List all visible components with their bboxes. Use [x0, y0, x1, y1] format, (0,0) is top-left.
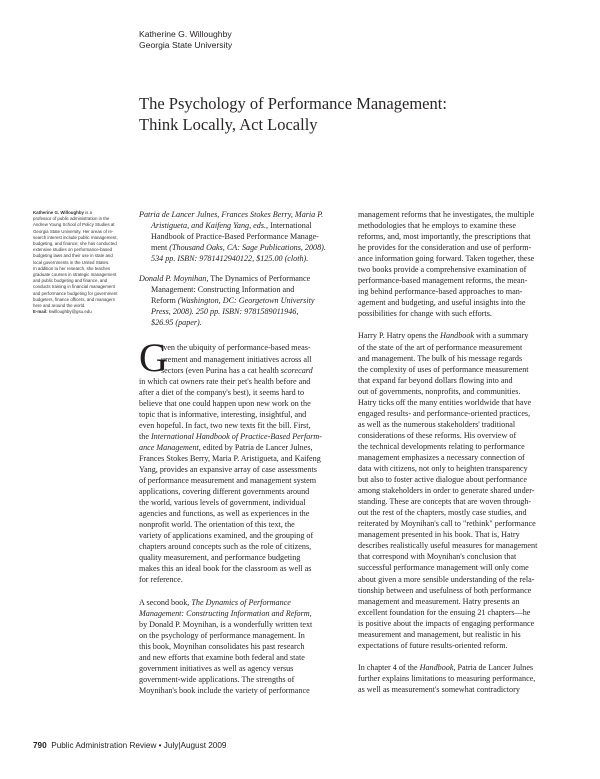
text: performance-based management reforms, the mean- — [358, 276, 528, 286]
book-reference-2 — [139, 273, 346, 328]
text: Handbook of Practice-Based Performance Manage- — [151, 232, 319, 242]
text: measurement and management, but realistic in his — [358, 629, 521, 639]
text: successful performance management will only come — [358, 563, 529, 573]
text-line — [139, 273, 346, 284]
text-line — [358, 430, 568, 441]
text: for reference. — [139, 575, 183, 585]
book-reference-1 — [139, 209, 346, 264]
text: excellent foundation for the ensuing 21 chapters—he — [358, 607, 531, 617]
text-line — [139, 608, 346, 619]
text: out of governments, nonprofits, and communities. — [358, 386, 521, 396]
text: by Donald P. Moynihan, is a wonderfully written text — [139, 619, 313, 629]
text-line — [358, 596, 568, 607]
text: of the state of the art of performance measurement — [358, 342, 523, 352]
text-line — [358, 507, 568, 518]
text: makes this an ideal book for the classroom as well as — [139, 564, 312, 574]
text: he provides for the consideration and use of perform- — [358, 243, 532, 253]
text-line — [358, 353, 568, 364]
text: agencies and functions, as well as experiences in the — [139, 509, 310, 519]
author-bio — [33, 210, 125, 315]
text-line — [358, 264, 568, 275]
text-line — [139, 284, 346, 295]
bio-line: In addition to her research, she teaches — [33, 265, 111, 271]
text-line — [139, 420, 346, 431]
text: agement and budgeting, and useful insights into the — [358, 298, 526, 308]
text-line — [358, 673, 568, 684]
bio-line: conducts training in financial management — [33, 284, 116, 290]
text-line — [358, 463, 568, 474]
text: the — [139, 431, 151, 441]
text: but also to foster active dialogue about performance — [358, 475, 527, 485]
text: urement and management initiatives across all — [161, 354, 312, 364]
text-line — [358, 607, 568, 618]
italic-text: Handbook, — [419, 662, 456, 672]
text-line — [358, 275, 568, 286]
text-line — [358, 540, 568, 551]
text-line — [358, 286, 568, 297]
text-line — [358, 308, 568, 319]
text: is positive about the impacts of engaging performance — [358, 618, 535, 628]
text-line — [139, 387, 346, 398]
text-line — [358, 585, 568, 596]
text: variety of applications examined, and the grouping of — [139, 531, 314, 541]
text-line — [139, 409, 346, 420]
text-line — [139, 295, 346, 306]
text-line — [358, 529, 568, 540]
bio-line: is a — [85, 210, 93, 215]
text: nonprofit world. The orientation of this text, the — [139, 520, 295, 530]
bio-text — [33, 216, 125, 309]
text: with a summary — [474, 331, 529, 341]
bio-line: here and around the world. — [33, 303, 86, 309]
text-line — [358, 419, 568, 430]
right-column — [358, 209, 568, 695]
drop-cap: G — [139, 335, 168, 381]
text-line — [358, 397, 568, 408]
text-line — [358, 297, 568, 308]
text: edited by Patria de Lancer Julnes, — [200, 442, 313, 452]
text-line — [139, 486, 346, 497]
author-affiliation: Georgia State University — [139, 40, 233, 50]
italic-text: ance Management, — [139, 442, 201, 452]
continued-paragraph — [358, 209, 568, 319]
bio-line: budgeters, finance officers, and managers — [33, 296, 115, 302]
text: on the psychology of performance management. In — [139, 630, 305, 640]
text-line — [358, 684, 568, 695]
italic-text: (Washington, DC: Georgetown University — [177, 296, 315, 306]
text: the technical developments relating to performance — [358, 441, 525, 451]
text-line — [139, 365, 346, 376]
text: about given a more sensible understanding of the rela- — [358, 574, 535, 584]
bio-line: search interest include public management, — [33, 234, 118, 240]
text-line — [139, 464, 346, 475]
author-name: Katherine G. Willoughby — [139, 29, 232, 39]
text-line — [139, 663, 346, 674]
text-line — [358, 629, 568, 640]
italic-text: $26.95 (paper). — [151, 318, 202, 328]
text: iven the ubiquity of performance-based meas- — [161, 343, 311, 353]
text-line — [139, 376, 346, 387]
text-line — [139, 597, 346, 608]
text-line — [139, 431, 346, 442]
bio-email-label: E-mail: — [33, 309, 48, 315]
text-line — [358, 562, 568, 573]
text: A second book, — [139, 597, 192, 607]
text-line — [139, 306, 346, 317]
page-footer — [33, 740, 226, 751]
text-line — [358, 551, 568, 562]
text: methodologies that he employs to examine these — [358, 221, 516, 231]
text-line — [358, 518, 568, 529]
text: reforms, and, most importantly, the prescriptions that — [358, 232, 531, 242]
text-line — [358, 386, 568, 397]
text-line — [139, 253, 346, 264]
text-line — [358, 408, 568, 419]
text: government initiatives as well as agency versus — [139, 663, 294, 673]
text: out the rest of the chapters, mostly case studies, and — [358, 508, 527, 518]
bio-line: Andrew Young School of Policy Studies at — [33, 222, 115, 228]
text-line — [139, 354, 346, 365]
text-line — [139, 497, 346, 508]
text-line — [139, 220, 346, 231]
text-line — [139, 652, 346, 663]
text-line — [139, 641, 346, 652]
title-line-2: Think Locally, Act Locally — [139, 115, 318, 134]
text: two books provide a comprehensive examination of — [358, 265, 527, 275]
text-line — [358, 574, 568, 585]
text-line — [358, 452, 568, 463]
text: management presented in his book. That is, Hatry — [358, 530, 520, 540]
text-line — [358, 496, 568, 507]
text: expectations of future results-oriented reform. — [358, 640, 508, 650]
text-line — [139, 530, 346, 541]
text: as well as the numerous stakeholders' traditional — [358, 419, 516, 429]
text: government-wide applications. The strengths of — [139, 674, 295, 684]
text-line — [139, 541, 346, 552]
text: Management: Constructing Information and — [151, 285, 295, 295]
italic-text: Patria de Lancer Julnes, Frances Stokes Berry, Maria P. — [139, 210, 324, 219]
bio-name: Katherine G. Willoughby — [33, 210, 84, 215]
text: tionship between and usefulness of both performance — [358, 585, 532, 595]
article-title — [139, 93, 447, 135]
text-line — [139, 619, 346, 630]
text-line — [139, 453, 346, 464]
text-line — [358, 474, 568, 485]
footer-separator: • — [158, 741, 162, 750]
text-line — [139, 342, 346, 353]
text-line — [358, 485, 568, 496]
text-line — [139, 630, 346, 641]
article-author-header — [139, 29, 232, 51]
text: possibilities for change with such efforts. — [358, 309, 492, 319]
text: quality measurement, and performance budgeting — [139, 553, 301, 563]
chapter4-paragraph — [358, 662, 568, 695]
text: management and measurement. Hatry presents an — [358, 596, 520, 606]
text-line — [358, 330, 568, 341]
opening-paragraph — [139, 335, 346, 585]
text: as well as measurement's somewhat contradictory — [358, 684, 520, 694]
bio-line: Georgia State University. Her areas of re- — [33, 228, 114, 234]
bio-line: professor of public administration in the — [33, 216, 110, 222]
text: after a diet of the company's best), it seems hard to — [139, 387, 305, 397]
text: data with citizens, not only to heighten transparency — [358, 464, 528, 474]
text-line — [358, 342, 568, 353]
text-line — [358, 441, 568, 452]
text: among stakeholders in order to generate shared under- — [358, 486, 535, 496]
text-line — [358, 231, 568, 242]
text: considerations of these reforms. His overview of — [358, 430, 517, 440]
text-line — [358, 640, 568, 651]
text: ment — [151, 243, 170, 253]
text-line — [139, 475, 346, 486]
text-line — [358, 253, 568, 264]
text: standing. These are concepts that are woven through- — [358, 497, 532, 507]
text-line — [139, 552, 346, 563]
italic-text: Donald P. Moynihan, — [139, 274, 209, 284]
italic-text: 534 pp. ISBN: 9781412940122, $125.00 (cloth). — [151, 254, 309, 264]
italic-text: Aristigueta, and Kaifeng Yang, eds. — [151, 221, 267, 231]
text: Hatry ticks off the many entities worldwide that have — [358, 397, 532, 407]
text: Patria de Lancer Julnes — [455, 662, 534, 672]
text: and new efforts that examine both federal and state — [139, 652, 305, 662]
italic-text: Handbook — [440, 331, 474, 341]
text: engaged results- and performance-oriented practices, — [358, 408, 531, 418]
italic-text: (Thousand Oaks, CA: Sage Publications, 2008). — [169, 243, 326, 253]
text: reiterated by Moynihan's call to "rethink" performance — [358, 519, 536, 529]
text-line — [358, 375, 568, 386]
text: Yang, provides an expansive array of case assessments — [139, 464, 317, 474]
italic-text: The Dynamics of Performance — [191, 597, 291, 607]
text-line — [139, 317, 346, 328]
text: Frances Stokes Berry, Maria P. Aristigueta, and Kaifeng — [139, 453, 321, 463]
text: that correspond with Moynihan's conclusion that — [358, 552, 517, 562]
text: of performance measurement and management system — [139, 476, 317, 486]
text: believe that one could happen upon new work on the — [139, 398, 311, 408]
bio-line: extensive studies on performance-based — [33, 247, 113, 253]
bio-line: budgeting laws and their use in state and — [33, 253, 113, 259]
italic-text: Press, 2008). 250 pp. ISBN: 9781589011946, — [151, 307, 299, 317]
bio-line: budgeting, and finance; she has conducted — [33, 241, 117, 247]
text: management reforms that he investigates, the multiple — [358, 210, 535, 219]
italic-text: International Handbook of Practice-Based Perform- — [150, 431, 323, 441]
text-line — [358, 220, 568, 231]
bio-line: local governments in the United States. — [33, 259, 110, 265]
journal-name: Public Administration Review — [51, 741, 157, 750]
text: topic that is informative, interesting, insightful, and — [139, 409, 307, 419]
text-line — [139, 674, 346, 685]
text: , International — [266, 221, 312, 231]
left-column — [139, 209, 346, 696]
text: even hopeful. In fact, two new texts fit the bill. First, — [139, 420, 311, 430]
text: in which cat owners rate their pet's health before and — [139, 376, 311, 386]
text: Harry P. Hatry opens the — [358, 331, 441, 341]
hatry-paragraph — [358, 330, 568, 650]
text-line — [139, 231, 346, 242]
text: ance information going forward. Taken together, these — [358, 254, 535, 264]
text-line — [139, 574, 346, 585]
text-line — [139, 398, 346, 409]
title-line-1: The Psychology of Performance Management: — [139, 94, 447, 113]
text-line — [139, 442, 346, 453]
page-number: 790 — [33, 741, 47, 750]
text: that expand far beyond dollars flowing into and — [358, 375, 513, 385]
text-line — [139, 563, 346, 574]
text: describes realistically useful measures for management — [358, 541, 538, 551]
text-line — [139, 242, 346, 253]
text: further explains limitations to measuring performance, — [358, 673, 536, 683]
text: The Dynamics of Performance — [208, 274, 311, 284]
second-paragraph — [139, 597, 346, 696]
text: ing behind performance-based approaches to man- — [358, 287, 523, 297]
text-line — [139, 685, 346, 696]
text: this book, Moynihan consolidates his past research — [139, 641, 305, 651]
text: the complexity of uses of performance measurement — [358, 364, 529, 374]
text-line — [139, 519, 346, 530]
text: Reform — [151, 296, 178, 306]
text-line — [358, 662, 568, 673]
text-line — [139, 508, 346, 519]
text-line — [358, 209, 568, 220]
italic-text: scorecard — [280, 365, 313, 375]
text: Moynihan's book include the variety of performance — [139, 685, 310, 695]
text: sectors (even Purina has a cat health — [161, 365, 281, 375]
text: the world, various levels of government, individual — [139, 498, 306, 508]
text: and management. The bulk of his message regards — [358, 353, 523, 363]
text-line — [139, 209, 346, 220]
bio-line: and performance budgeting for government — [33, 290, 118, 296]
issue-date: July|August 2009 — [163, 741, 227, 750]
text-line — [358, 364, 568, 375]
text: chapters around concepts such as the role of citizens, — [139, 542, 312, 552]
text: In chapter 4 of the — [358, 662, 420, 672]
bio-email[interactable]: kwilloughby@gsu.edu — [48, 309, 92, 315]
italic-text: Management: Constructing Information and Reform, — [139, 608, 312, 618]
bio-line: and public budgeting and finance, and — [33, 278, 108, 284]
bio-line: graduate courses in strategic management — [33, 272, 117, 278]
text: management emphasizes a necessary connection of — [358, 452, 525, 462]
text: applications, covering different governments around — [139, 487, 310, 497]
text-line — [358, 618, 568, 629]
text-line — [358, 242, 568, 253]
